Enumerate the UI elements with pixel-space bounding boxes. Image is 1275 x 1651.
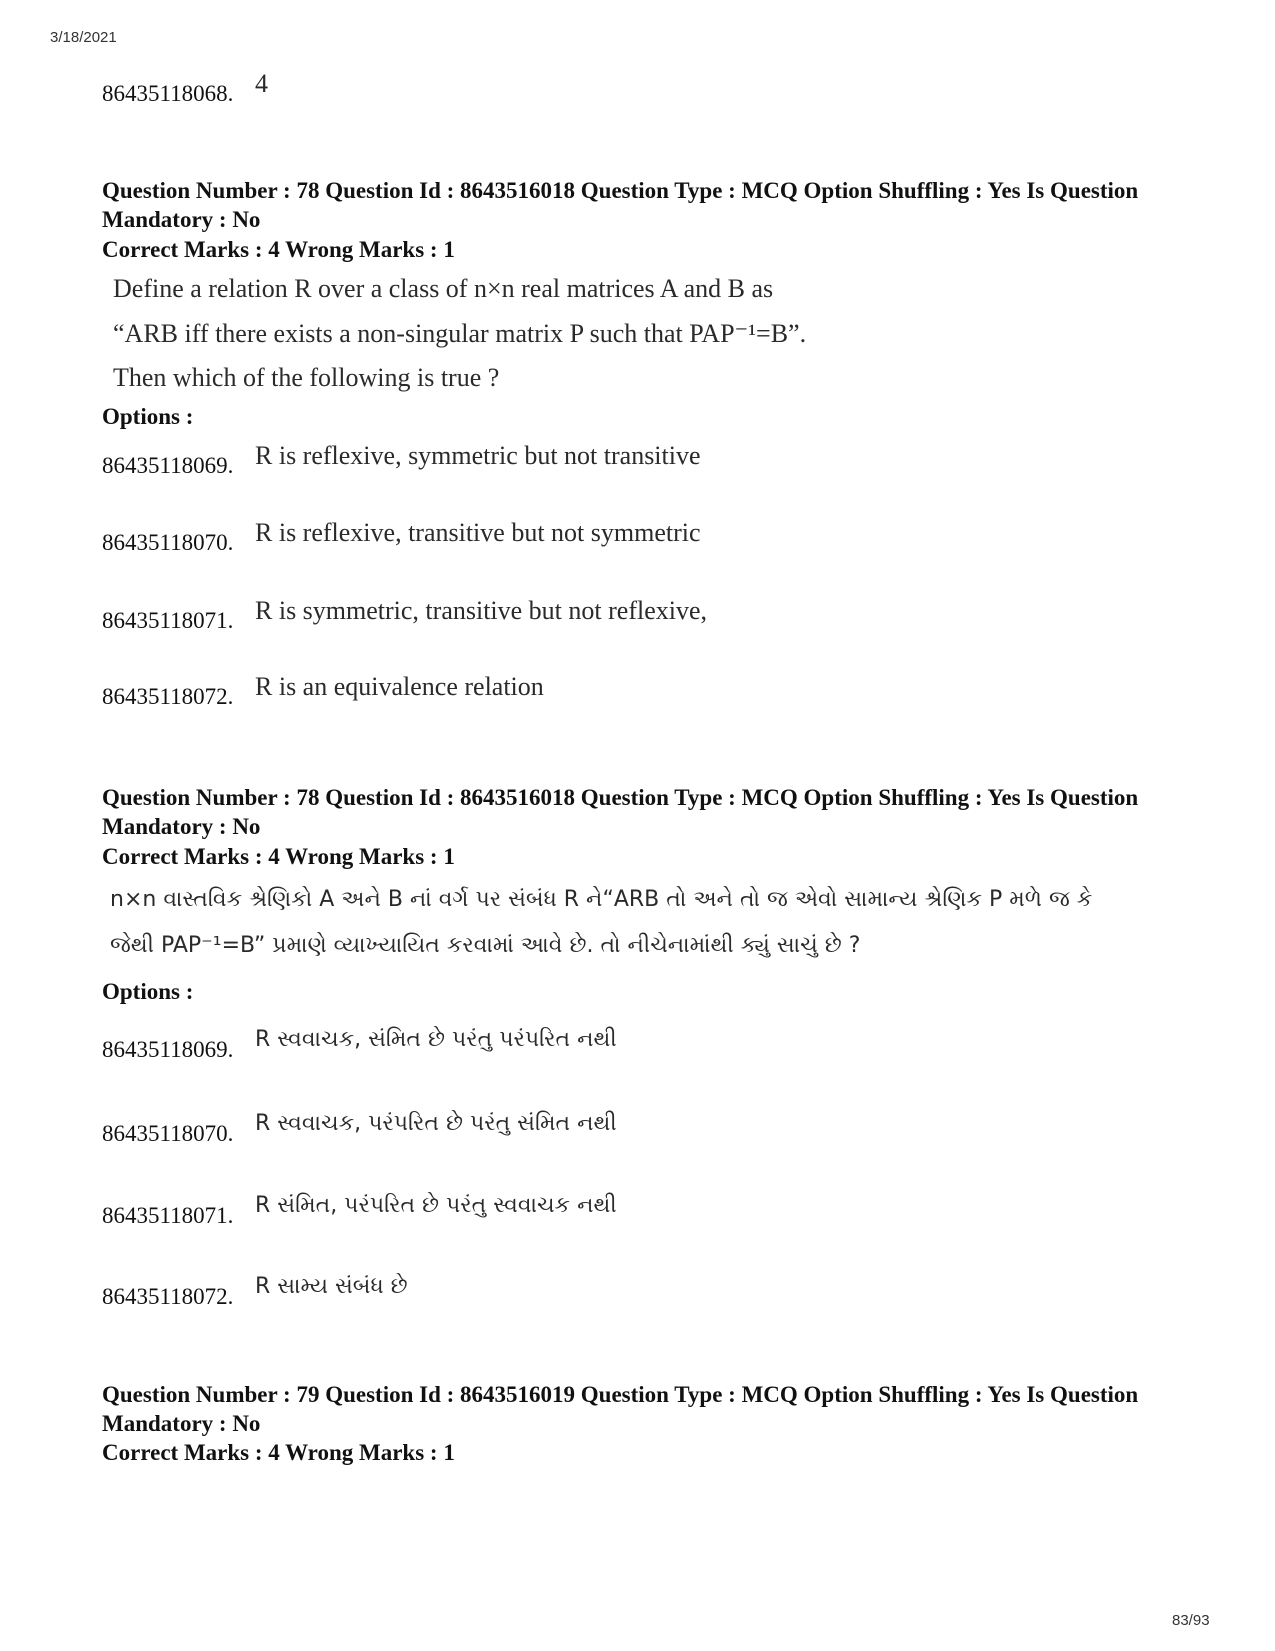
print-date: 3/18/2021	[50, 29, 117, 46]
question-marks: Correct Marks : 4 Wrong Marks : 1	[102, 1440, 455, 1465]
question-marks: Correct Marks : 4 Wrong Marks : 1	[102, 844, 455, 869]
option-row	[102, 440, 1182, 480]
option-number: 86435118072.	[102, 1284, 234, 1309]
option-row	[102, 1190, 1182, 1230]
option-text: R સંમિત, પરંપરિત છે પરંતુ સ્વવાચક નથી	[255, 1193, 617, 1218]
option-text: R સ્વવાચક, સંમિત છે પરંતુ પરંપરિત નથી	[255, 1027, 617, 1052]
option-number: 86435118071.	[102, 1203, 234, 1228]
option-text: R is reflexive, transitive but not symmetric	[255, 518, 701, 547]
option-text: R is an equivalence relation	[255, 672, 544, 701]
option-number: 86435118069.	[102, 453, 234, 478]
page-number: 83/93	[1172, 1612, 1210, 1629]
options-label: Options :	[102, 979, 194, 1004]
question-text-line: “ARB iff there exists a non-singular matrix P such that PAP⁻¹=B”.	[113, 319, 807, 348]
option-number: 86435118071.	[102, 608, 234, 633]
option-row	[102, 68, 1182, 108]
option-number: 86435118068.	[102, 81, 234, 106]
option-row	[102, 671, 1182, 711]
option-number: 86435118070.	[102, 1121, 234, 1146]
option-row	[102, 595, 1182, 635]
option-number: 86435118072.	[102, 684, 234, 709]
option-row	[102, 1271, 1182, 1311]
option-row	[102, 1024, 1182, 1064]
option-text: 4	[255, 69, 268, 98]
question-text-line: Then which of the following is true ?	[113, 363, 500, 392]
question-marks: Correct Marks : 4 Wrong Marks : 1	[102, 237, 455, 262]
question-text-line: Define a relation R over a class of n×n real matrices A and B as	[113, 274, 774, 303]
question-text-line: n×n વાસ્તવિક શ્રેણિકો A અને B નાં વર્ગ પર સંબંધ R ને“ARB તો અને તો જ એવો સામાન્ય શ્રેણિક P મળે જ કે	[110, 887, 1093, 912]
option-row	[102, 1108, 1182, 1148]
option-text: R is reflexive, symmetric but not transitive	[255, 441, 701, 470]
options-label: Options :	[102, 404, 194, 429]
option-text: R સામ્ય સંબંધ છે	[255, 1274, 408, 1299]
question-text-line: જેથી PAP⁻¹=B” પ્રમાણે વ્યાખ્યાયિત કરવામાં આવે છે. તો નીચેનામાંથી ક્યું સાચું છે ?	[110, 933, 861, 958]
option-text: R સ્વવાચક, પરંપરિત છે પરંતુ સંમિત નથી	[255, 1111, 617, 1136]
option-text: R is symmetric, transitive but not reflexive,	[255, 596, 708, 625]
question-header: Question Number : 79 Question Id : 8643516019 Question Type : MCQ Option Shuffling : Yes Is Question Mandatory : No	[102, 1382, 1139, 1436]
question-header: Question Number : 78 Question Id : 8643516018 Question Type : MCQ Option Shuffling : Yes Is Question Mandatory : No	[102, 178, 1139, 232]
question-header: Question Number : 78 Question Id : 8643516018 Question Type : MCQ Option Shuffling : Yes Is Question Mandatory : No	[102, 785, 1139, 839]
option-number: 86435118069.	[102, 1037, 234, 1062]
option-number: 86435118070.	[102, 530, 234, 555]
option-row	[102, 517, 1182, 557]
